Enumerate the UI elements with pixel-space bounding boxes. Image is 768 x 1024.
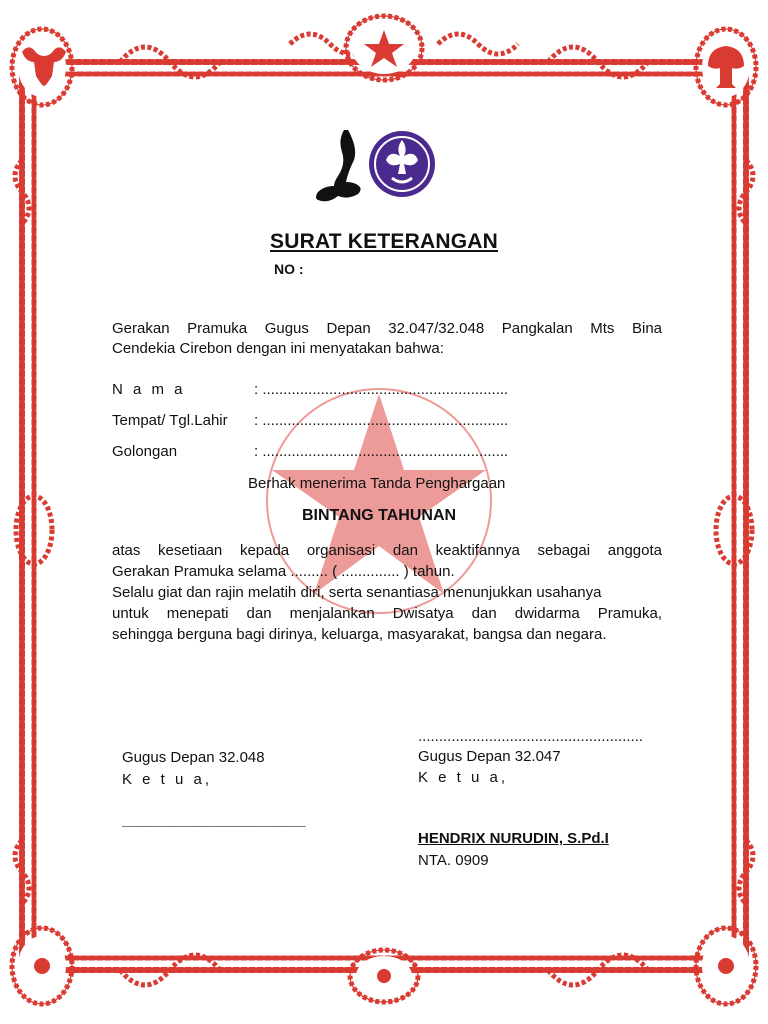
world-scout-emblem-icon xyxy=(368,130,436,198)
award-intro: Berhak menerima Tanda Penghargaan xyxy=(248,475,506,492)
signature-right-nta: NTA. 0909 xyxy=(418,852,489,869)
award-name: BINTANG TAHUNAN xyxy=(302,507,457,524)
signature-left-role: K e t u a, xyxy=(122,771,213,788)
body-line-4: untuk menepati dan menjalankan Dwisatya dan dwidarma Pramuka, xyxy=(112,605,662,622)
tunas-kelapa-icon xyxy=(314,128,364,202)
signature-right-place-date: ...................................................... xyxy=(418,728,644,745)
signature-left-name-line: ______________________ xyxy=(122,812,306,829)
signature-right-unit: Gugus Depan 32.047 xyxy=(418,748,561,765)
body-line-1: atas kesetiaan kepada organisasi dan keaktifannya sebagai anggota xyxy=(112,542,662,559)
document-title: SURAT KETERANGAN xyxy=(270,230,498,253)
body-line-2: Gerakan Pramuka selama ......... ( .............. ) tahun. xyxy=(112,563,455,580)
field-label-birth: Tempat/ Tgl.Lahir xyxy=(112,412,228,429)
body-line-3: Selalu giat dan rajin melatih diri, serta senantiasa menunjukkan usahanya xyxy=(112,584,602,601)
intro-line-1: Gerakan Pramuka Gugus Depan 32.047/32.048 Pangkalan Mts Bina xyxy=(112,320,662,337)
signature-right-name: HENDRIX NURUDIN, S.Pd.I xyxy=(418,830,609,847)
field-value-golongan: : ........................................................... xyxy=(254,443,509,460)
field-value-birth: : ........................................................... xyxy=(254,412,509,429)
body-line-5: sehingga berguna bagi dirinya, keluarga, masyarakat, bangsa dan negara. xyxy=(112,626,607,643)
signature-right-role: K e t u a, xyxy=(418,769,509,786)
field-label-name: N a m a xyxy=(112,381,186,398)
signature-left-unit: Gugus Depan 32.048 xyxy=(122,749,265,766)
field-label-golongan: Golongan xyxy=(112,443,178,460)
intro-line-2: Cendekia Cirebon dengan ini menyatakan bahwa: xyxy=(112,340,444,357)
field-value-name: : ........................................................... xyxy=(254,381,509,398)
document-number-label: NO : xyxy=(274,261,304,277)
